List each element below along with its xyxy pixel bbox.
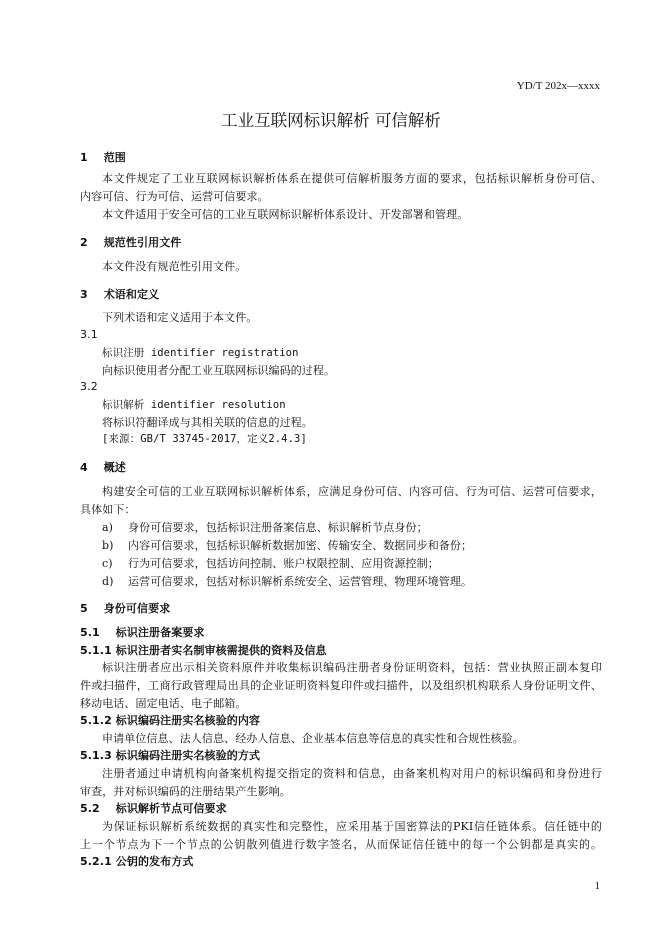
section-title: 规范性引用文件 [103,236,182,249]
paragraph-line: 为保证标识解析系统数据的真实性和完整性，应采用基于国密算法的PKI信任链体系。信任链中的 [102,820,602,833]
standard-number: YD/T 202x—xxxx [516,80,600,92]
section-4-heading [80,459,126,475]
paragraph-line: 本文件没有规范性引用文件。 [102,260,247,273]
paragraph-line: 申请单位信息、法人信息、经办人信息、企业基本信息等信息的真实性和合规性核验。 [102,732,524,745]
list-text: 运营可信要求，包括对标识解析系统安全、运营管理、物理环境管理。 [128,575,473,588]
subsection-title: 标识解析节点可信要求 [115,802,227,815]
list-text: 行为可信要求，包括访问控制、账户权限控制、应用资源控制； [128,557,439,570]
paragraph-line: 审查，并对标识编码的注册结果产生影响。 [80,785,291,798]
paragraph-line: 具体如下： [80,503,136,516]
paragraph-line: 件或扫描件，工商行政管理局出具的企业证明资料复印件或扫描件，以及组织机构联系人身份证明文件、 [80,679,602,692]
term-definition: 向标识使用者分配工业互联网标识编码的过程。 [102,364,336,377]
section-number: 2 [80,236,88,249]
list-text: 身份可信要求，包括标识注册备案信息、标识解析节点身份； [128,521,428,534]
document-title: 工业互联网标识解析 可信解析 [221,111,441,130]
paragraph-line: 内容可信、行为可信、运营可信要求。 [80,190,269,203]
subsection-5-1-2-heading: 5.1.2 标识编码注册实名核验的内容 [80,714,261,727]
subsection-number: 5.1 [80,626,100,639]
list-label: c) [102,557,113,570]
paragraph-line: 本文件规定了工业互联网标识解析体系在提供可信解析服务方面的要求，包括标识解析身份可信、 [102,172,602,185]
subsection-5-2-heading [80,800,227,816]
list-text: 内容可信要求，包括标识解析数据加密、传输安全、数据同步和备份； [128,539,473,552]
subsection-5-1-1-heading: 5.1.1 标识注册者实名制审核需提供的资料及信息 [80,644,327,657]
section-number: 4 [80,461,88,474]
term-name: 标识注册 identifier registration [102,347,299,359]
term-number: 3.1 [80,328,98,341]
list-label: b) [102,539,114,552]
section-1-heading [80,149,126,165]
term-name: 标识解析 identifier resolution [102,399,286,411]
subsection-5-1-heading [80,624,205,640]
paragraph-line: 标识注册者应出示相关资料原件并收集标识编码注册者身份证明资料，包括：营业执照正副本复印 [102,661,602,674]
section-number: 5 [80,602,88,615]
list-item [102,555,439,571]
term-definition: 将标识符翻译成与其相关联的信息的过程。 [102,416,313,429]
section-3-heading [80,286,159,302]
subsection-title: 标识注册备案要求 [115,626,205,639]
list-item [102,573,472,589]
subsection-5-2-1-heading: 5.2.1 公钥的发布方式 [80,855,194,868]
section-title: 术语和定义 [103,288,160,301]
section-number: 3 [80,288,88,301]
section-2-heading [80,234,181,250]
paragraph-line: 构建安全可信的工业互联网标识解析体系，应满足身份可信、内容可信、行为可信、运营可信要求， [102,485,602,498]
subsection-number: 5.2 [80,802,100,815]
section-number: 1 [80,151,88,164]
section-title: 身份可信要求 [103,602,171,615]
paragraph-line: 注册者通过申请机构向备案机构提交指定的资料和信息，由备案机构对用户的标识编码和身份进行 [102,767,602,780]
section-title: 概述 [103,461,126,474]
list-label: d) [102,575,114,588]
paragraph-line: 移动电话、固定电话、电子邮箱。 [80,697,247,710]
subsection-5-1-3-heading: 5.1.3 标识编码注册实名核验的方式 [80,749,261,762]
term-number: 3.2 [80,380,98,393]
section-title: 范围 [103,151,126,164]
list-item [102,519,428,535]
paragraph-line: 上一个节点为下一个节点的公钥散列值进行数字签名，从而保证信任链中的每一个公钥都是真实的。 [80,838,602,851]
list-item [102,537,472,553]
paragraph-line: 本文件适用于安全可信的工业互联网标识解析体系设计、开发部署和管理。 [102,208,469,221]
section-5-heading [80,600,170,616]
paragraph-line: 下列术语和定义适用于本文件。 [102,311,258,324]
term-source: [来源：GB/T 33745-2017，定义2.4.3] [102,433,307,445]
list-label: a) [102,521,114,534]
page-number: 1 [594,880,600,892]
